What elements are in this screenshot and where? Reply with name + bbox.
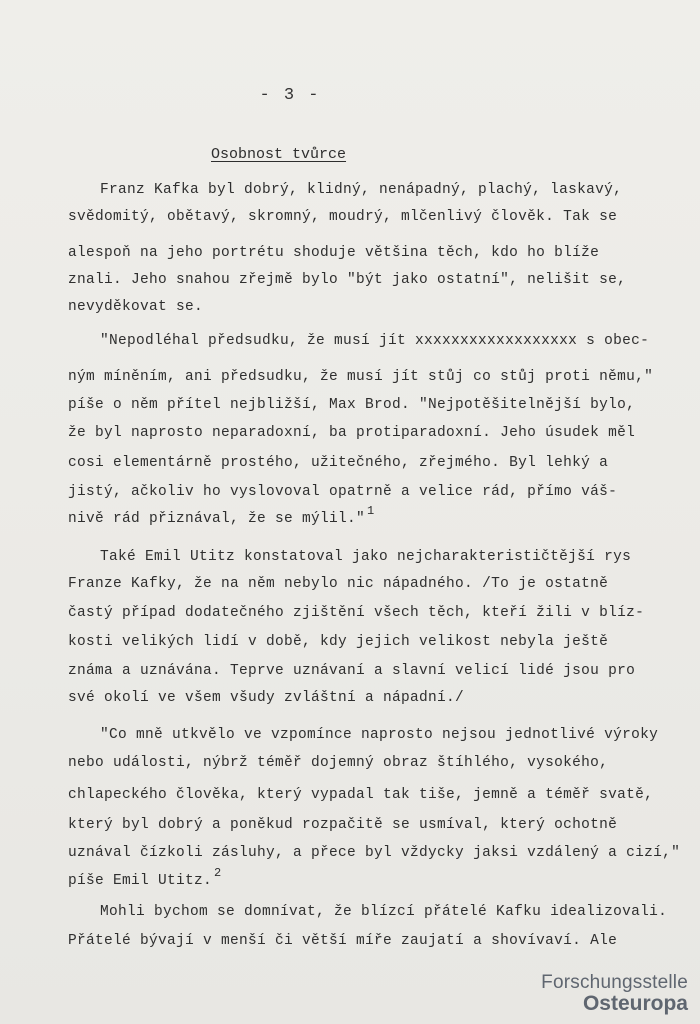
text-line: "Co mně utkvělo ve vzpomínce naprosto nejsou jednotlivé výroky [100,727,659,743]
text-line-with-footnote [68,504,375,527]
text-line: píše Emil Utitz. [68,873,213,889]
text-line: znali. Jeho snahou zřejmě bylo "být jako ostatní", nelišit se, [68,272,627,288]
section-heading: Osobnost tvůrce [211,146,347,163]
text-line: svědomitý, obětavý, skromný, moudrý, mlčenlivý člověk. Tak se [68,209,618,225]
text-line: nivě rád přiznával, že se mýlil." [68,511,366,527]
text-line: píše o něm přítel nejbližší, Max Brod. "Nejpotěšitelnější bylo, [68,397,636,413]
text-line: Franze Kafky, že na něm nebylo nic nápadného. /To je ostatně [68,576,609,592]
page-number: - 3 - [259,86,321,105]
text-line-with-footnote [68,866,222,889]
text-line: "Nepodléhal předsudku, že musí jít xxxxxxxxxxxxxxxxxx s obec- [100,333,650,349]
text-line: uznával čízkoli zásluhy, a přece byl vždycky jaksi vzdálený a cizí," [68,845,681,861]
footnote-marker: 1 [367,504,375,518]
text-line: který byl dobrý a poněkud rozpačitě se usmíval, který ochotně [68,817,618,833]
text-line: Franz Kafka byl dobrý, klidný, nenápadný, plachý, laskavý, [100,182,623,198]
text-line: chlapeckého člověka, který vypadal tak tiše, jemně a téměř svatě, [68,787,654,803]
watermark-line2: Osteuropa [582,992,688,1015]
watermark-line1: Forschungsstelle [541,972,688,993]
text-line: své okolí ve všem všudy zvláštní a nápadní./ [68,690,465,706]
footnote-marker: 2 [214,866,222,880]
text-line: jistý, ačkoliv ho vyslovoval opatrně a velice rád, přímo váš- [68,484,618,500]
text-line: Také Emil Utitz konstatoval jako nejcharakterističtější rys [100,549,632,565]
text-line: nevyděkovat se. [68,299,204,315]
text-line: Mohli bychom se domnívat, že blízcí přátelé Kafku idealizovali. [100,904,668,920]
text-line: známa a uznávána. Teprve uznávaní a slavní velicí lidé jsou pro [68,663,636,679]
text-line: častý případ dodatečného zjištění všech těch, kteří žili v blíz- [68,605,645,621]
text-line: alespoň na jeho portrétu shoduje většina těch, kdo ho blíže [68,245,600,261]
text-line: Přátelé bývají v menší či větší míře zaujatí a shovívaví. Ale [68,933,618,949]
text-line: že byl naprosto neparadoxní, ba protiparadoxní. Jeho úsudek měl [68,425,636,441]
watermark-logo [541,972,688,1016]
text-line: cosi elementárně prostého, užitečného, zřejmého. Byl lehký a [68,455,609,471]
text-line: kosti velikých lidí v době, kdy jejich velikost nebyla ještě [68,634,609,650]
text-line: ným míněním, ani předsudku, že musí jít stůj co stůj proti němu," [68,369,654,385]
text-line: nebo události, nýbrž téměř dojemný obraz štíhlého, vysokého, [68,755,609,771]
